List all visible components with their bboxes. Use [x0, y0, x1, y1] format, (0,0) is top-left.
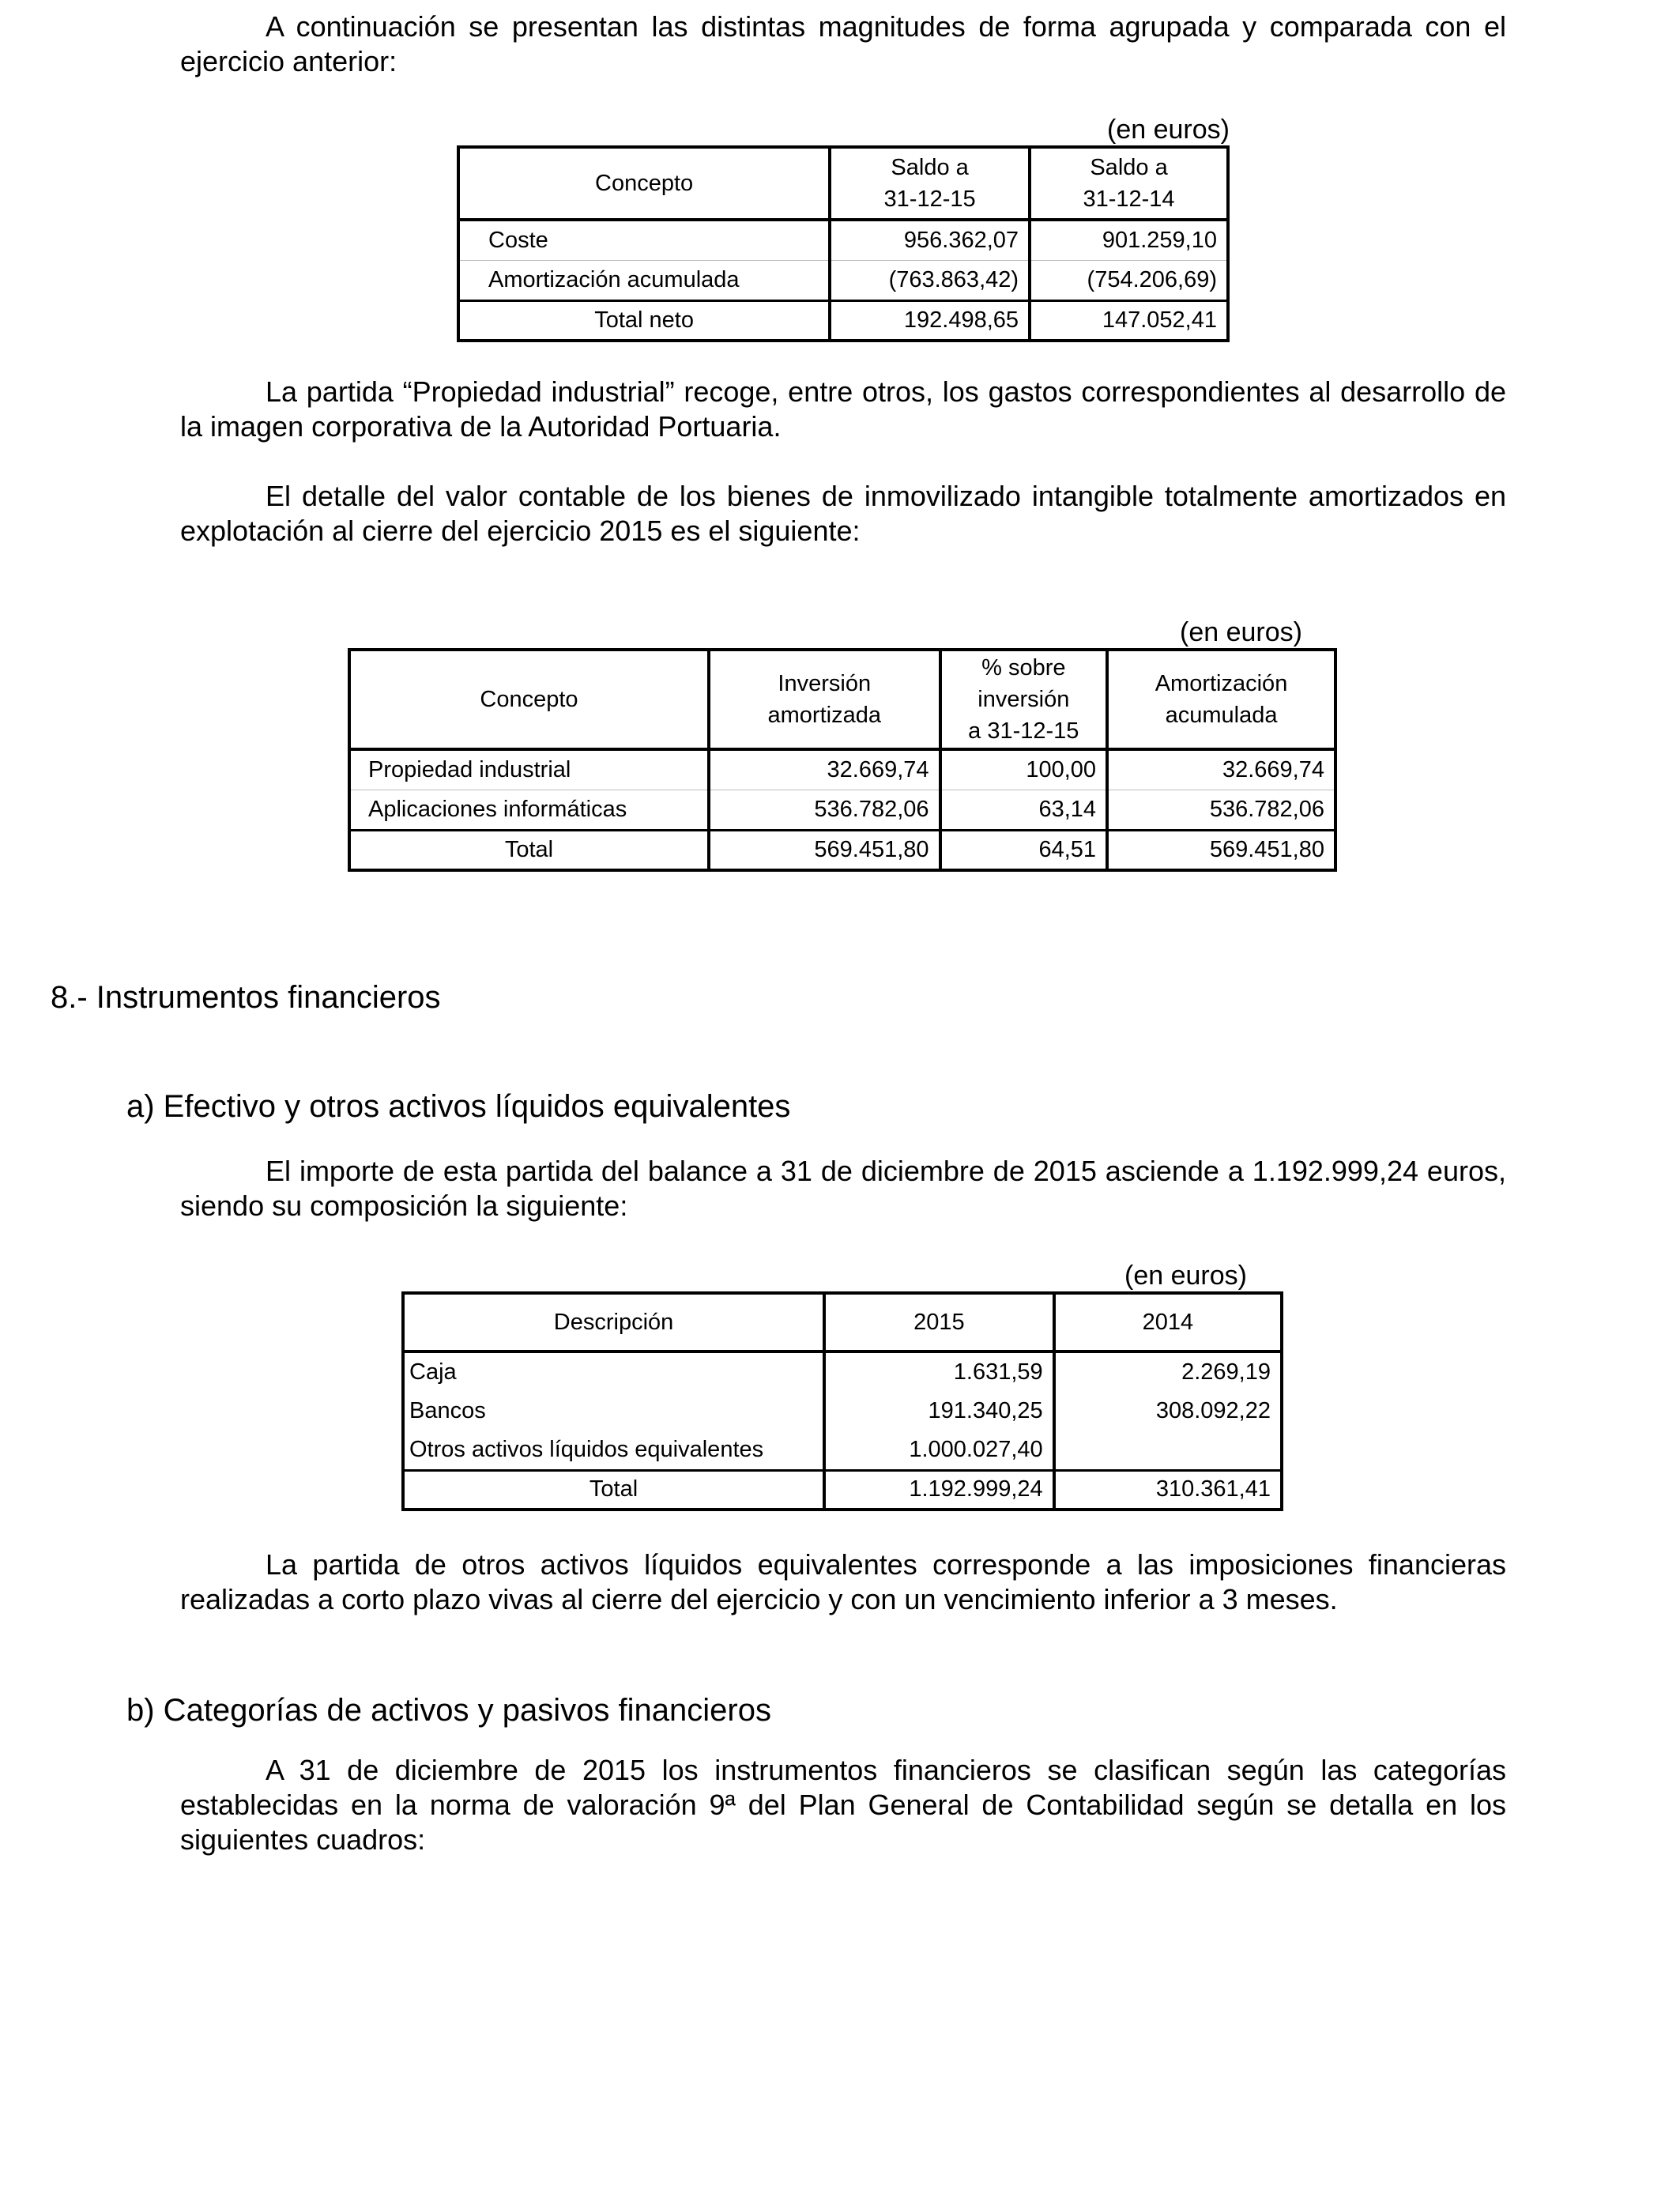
detalle-paragraph: El detalle del valor contable de los bienes de inmovilizado intangible totalmente amortizados en explotación al cierre del ejercicio 2015 es el siguiente:: [180, 480, 1506, 547]
row-label: Amortización acumulada: [458, 260, 830, 300]
row-value: 100,00: [940, 749, 1107, 790]
balance-comparison-table: [457, 145, 1230, 342]
row-value: 956.362,07: [830, 220, 1030, 260]
cash-composition-table: [401, 1291, 1283, 1511]
row-value: 2.269,19: [1054, 1351, 1282, 1391]
row-value: (763.863,42): [830, 260, 1030, 300]
table-row: [403, 1351, 1282, 1391]
total-value: 310.361,41: [1054, 1470, 1282, 1510]
table2-header-concept: Concepto: [349, 650, 709, 749]
table2-header-percent-line2: inversión: [977, 687, 1070, 712]
table1-total-row: [458, 300, 1228, 341]
table2-header-amortizacion-line2: acumulada: [1165, 703, 1278, 728]
intro-paragraph: A continuación se presentan las distintas magnitudes de forma agrupada y comparada con el ejercicio anterior:: [180, 10, 1506, 77]
table2-header-inversion-line2: amortizada: [767, 703, 881, 728]
table2-header-percent-line1: % sobre: [981, 655, 1066, 680]
table1-header-saldo-2014-line2: 31-12-14: [1083, 187, 1175, 212]
total-value: 569.451,80: [709, 830, 940, 870]
categorias-paragraph: A 31 de diciembre de 2015 los instrumentos financieros se clasifican según las categorías establecidas en la norma de valoración 9ª del Plan General de Contabilidad según se detalla en los siguientes cuadros:: [180, 1754, 1506, 1856]
row-label: Propiedad industrial: [349, 749, 709, 790]
total-value: 147.052,41: [1030, 300, 1228, 341]
section-8-title: 8.- Instrumentos financieros: [51, 980, 441, 1015]
table3-header-2015: 2015: [824, 1293, 1054, 1351]
table1-header-saldo-2015: [830, 147, 1030, 220]
table1-header-row: [458, 147, 1228, 220]
table2-header-row: [349, 650, 1335, 749]
row-value: 536.782,06: [709, 790, 940, 830]
row-label: Coste: [458, 220, 830, 260]
importe-paragraph: El importe de esta partida del balance a 31 de diciembre de 2015 asciende a 1.192.999,24 euros, siendo su composición la siguiente:: [180, 1155, 1506, 1222]
table1-header-saldo-2014: [1030, 147, 1228, 220]
table2-header-amortizacion-line1: Amortización: [1155, 671, 1288, 696]
table1-header-saldo-2015-line1: Saldo a: [891, 155, 969, 180]
table3-total-row: [403, 1470, 1282, 1510]
row-value: 63,14: [940, 790, 1107, 830]
table1-header-saldo-2014-line1: Saldo a: [1090, 155, 1168, 180]
table2-header-inversion: [709, 650, 940, 749]
row-value: 191.340,25: [824, 1391, 1054, 1431]
table2-total-row: [349, 830, 1335, 870]
table-row: [458, 260, 1228, 300]
row-value: 901.259,10: [1030, 220, 1228, 260]
row-value: 308.092,22: [1054, 1391, 1282, 1431]
table3-header-descripcion: Descripción: [403, 1293, 824, 1351]
section-b-title: b) Categorías de activos y pasivos financieros: [126, 1693, 771, 1728]
table2-header-inversion-line1: Inversión: [778, 671, 872, 696]
propiedad-paragraph: La partida “Propiedad industrial” recoge, entre otros, los gastos correspondientes al desarrollo de la imagen corporativa de la Autoridad Portuaria.: [180, 375, 1506, 443]
table3-unit-label: (en euros): [1124, 1261, 1247, 1291]
table2-header-percent-line3: a 31-12-15: [968, 718, 1079, 744]
table3-header-row: [403, 1293, 1282, 1351]
table1-header-concept: Concepto: [458, 147, 830, 220]
row-label: Bancos: [403, 1391, 824, 1431]
table1-header-saldo-2015-line2: 31-12-15: [883, 187, 976, 212]
section-a-title: a) Efectivo y otros activos líquidos equivalentes: [126, 1089, 791, 1124]
table2-header-amortizacion: [1107, 650, 1335, 749]
total-label: Total: [349, 830, 709, 870]
total-value: 64,51: [940, 830, 1107, 870]
row-value: 32.669,74: [1107, 749, 1335, 790]
row-value: 32.669,74: [709, 749, 940, 790]
row-label: Otros activos líquidos equivalentes: [403, 1431, 824, 1470]
table2-unit-label: (en euros): [1180, 617, 1302, 647]
table2-header-percent: [940, 650, 1107, 749]
total-value: 192.498,65: [830, 300, 1030, 341]
row-label: Aplicaciones informáticas: [349, 790, 709, 830]
row-value: 1.000.027,40: [824, 1431, 1054, 1470]
total-value: 569.451,80: [1107, 830, 1335, 870]
row-label: Caja: [403, 1351, 824, 1391]
total-label: Total neto: [458, 300, 830, 341]
table1-unit-label: (en euros): [1107, 115, 1230, 145]
row-value: [1054, 1431, 1282, 1470]
total-label: Total: [403, 1470, 824, 1510]
otros-activos-paragraph: La partida de otros activos líquidos equivalentes corresponde a las imposiciones financieras realizadas a corto plazo vivas al cierre del ejercicio y con un vencimiento inferior a 3 meses.: [180, 1548, 1506, 1615]
table-row: [403, 1431, 1282, 1470]
amortized-assets-table: [348, 648, 1337, 872]
table-row: [349, 790, 1335, 830]
total-value: 1.192.999,24: [824, 1470, 1054, 1510]
table-row: [349, 749, 1335, 790]
table-row: [458, 220, 1228, 260]
row-value: (754.206,69): [1030, 260, 1228, 300]
table-row: [403, 1391, 1282, 1431]
table3-header-2014: 2014: [1054, 1293, 1282, 1351]
row-value: 1.631,59: [824, 1351, 1054, 1391]
row-value: 536.782,06: [1107, 790, 1335, 830]
